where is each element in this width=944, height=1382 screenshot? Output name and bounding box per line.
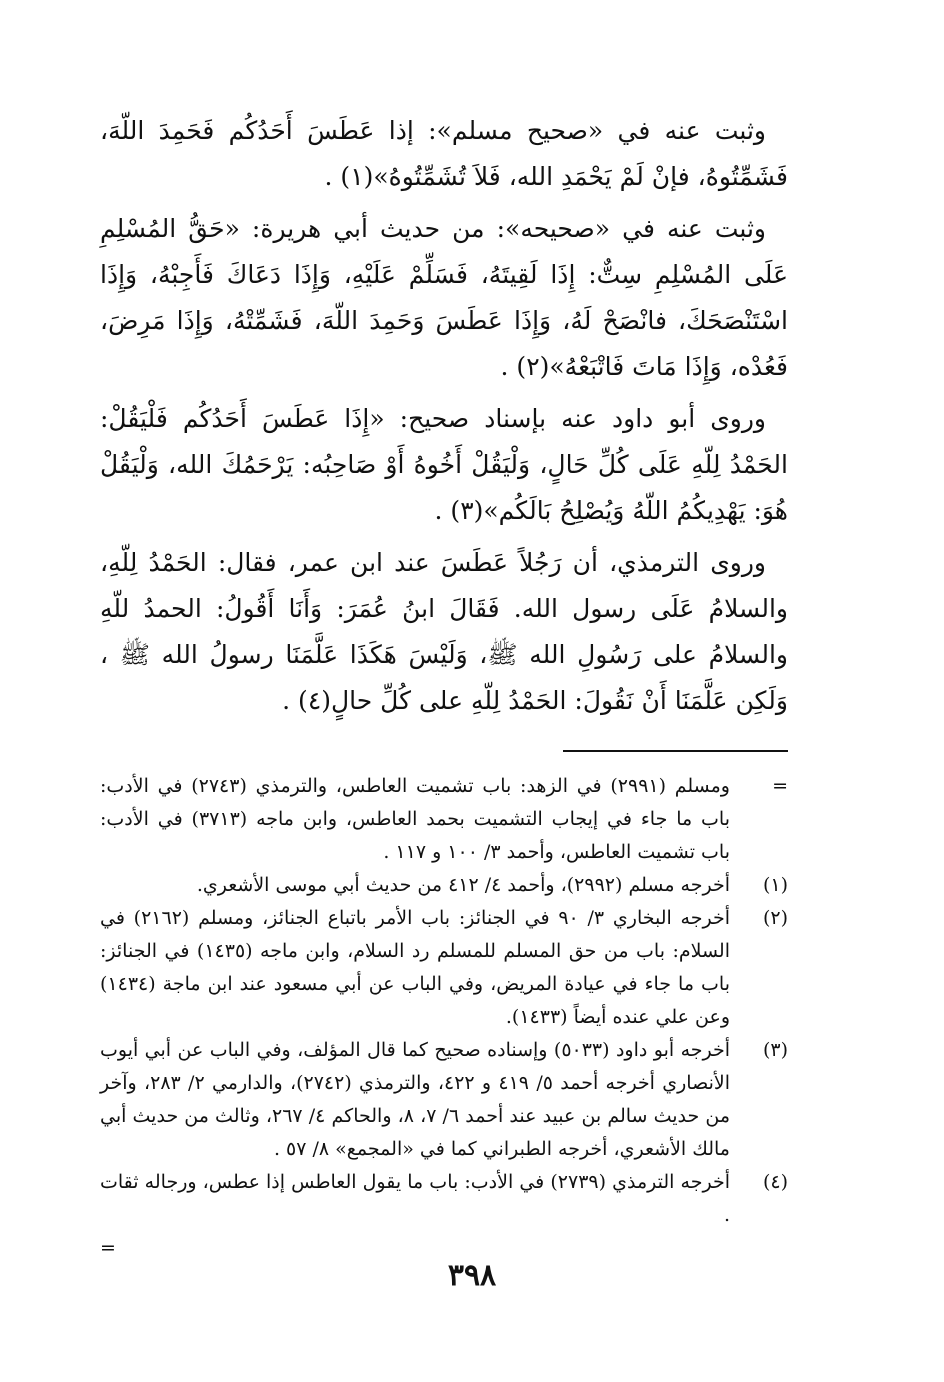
footnote-continuation-text: ومسلم (٢٩٩١) في الزهد: باب تشميت العاطس، والترمذي (٢٧٤٣) في الأدب: باب ما جاء في إيجاب التشميت بحمد العاطس، وابن ماجه (٣٧١٣) في الأدب: باب تشميت العاطس، وأحمد ٣/ ١٠٠ و ١١٧ .	[100, 775, 731, 863]
continuation-marker: =	[772, 775, 788, 797]
footnote-text: أخرجه مسلم (٢٩٩٢)، وأحمد ٤/ ٤١٢ من حديث أبي موسى الأشعري.	[196, 874, 730, 896]
paragraph-2: وثبت عنه في «صحيحه»: من حديث أبي هريرة: «حَقُّ المُسْلِمِ عَلَى المُسْلِمِ سِتٌّ: إِذَا لَقِيتَهُ، فَسَلِّمْ عَلَيْهِ، وَإِذَا دَعَاكَ فَأَجِبْهُ، وَإِذَا اسْتَنْصَحَكَ، فانْصَحْ لَهُ، وَإِذَا عَطَسَ وَحَمِدَ اللّهَ، فَشَمِّتْهُ، وَإِذَا مَرِضَ، فَعُدْه، وَإِذَا مَاتَ فَاتْبَعْهُ»(٢) .	[100, 214, 788, 381]
footnotes	[100, 770, 788, 1265]
footnote-marker: (٢)	[762, 907, 788, 929]
footnote-marker: (١)	[762, 874, 788, 896]
footnote-text: أخرجه البخاري ٣/ ٩٠ في الجنائز: باب الأمر باتباع الجنائز، ومسلم (٢١٦٢) في السلام: باب من حق المسلم للمسلم رد السلام، وابن ماجه (١٤٣٥) في الجنائز: باب ما جاء في عيادة المريض، وفي الباب عن أبي مسعود عند ابن ماجة (١٤٣٤) وعن علي عنده أيضاً (١٤٣٣).	[100, 907, 731, 1028]
footnote-text: أخرجه أبو داود (٥٠٣٣) وإسناده صحيح كما قال المؤلف، وفي الباب عن أبي أيوب الأنصاري أخرجه أحمد ٥/ ٤١٩ و ٤٢٢، والترمذي (٢٧٤٢)، والدارمي ٢/ ٢٨٣، وآخر من حديث سالم بن عبيد عند أحمد ٦/ ٧، ٨، والحاكم ٤/ ٢٦٧، وثالث من حديث أبي مالك الأشعري، أخرجه الطبراني كما في «المجمع» ٨/ ٥٧ .	[100, 1039, 731, 1160]
footnote-4	[100, 1166, 788, 1232]
footnote-2	[100, 902, 788, 1034]
footnote-text: أخرجه الترمذي (٢٧٣٩) في الأدب: باب ما يقول العاطس إذا عطس، ورجاله ثقات .	[100, 1171, 730, 1226]
footnote-separator	[563, 750, 788, 752]
footnote-1	[100, 869, 788, 902]
paragraph-1: وثبت عنه في «صحيح مسلم»: إذا عَطَسَ أَحَدُكُم فَحَمِدَ اللّهَ، فَشَمِّتُوهُ، فإنْ لَمْ يَحْمَدِ الله، فَلاَ تُشَمِّتُوهُ»(١) .	[100, 116, 788, 191]
page-body	[100, 108, 788, 1265]
footnote-3	[100, 1034, 788, 1166]
footnote-marker: (٤)	[762, 1171, 788, 1193]
footnote-marker: (٣)	[762, 1039, 788, 1061]
end-continuation-marker: =	[100, 1237, 116, 1259]
paragraph-3: وروى أبو داود عنه بإسناد صحيح: «إِذَا عَطَسَ أَحَدُكُم فَلْيَقُلْ: الحَمْدُ لِلّهِ عَلَى كُلِّ حَالٍ، وَلْيَقُلْ أَخُوهُ أَوْ صَاحِبُه: يَرْحَمُكَ الله، وَلْيَقُلْ هُوَ: يَهْدِيكُمُ اللّهُ وَيُصْلِحُ بَالَكُم»(٣) .	[100, 404, 788, 525]
footnote-continuation	[100, 770, 788, 869]
page-number: ٣٩٨	[447, 1258, 497, 1293]
paragraph-4: وروى الترمذي، أن رَجُلاً عَطَسَ عند ابن عمر، فقال: الحَمْدُ لِلّهِ، والسلامُ عَلَى رسول الله. فَقَالَ ابنُ عُمَرَ: وَأَنَا أَقُولُ: الحمدُ للّهِ والسلامُ على رَسُولِ الله ﷺ، وَلَيْسَ هَكَذَا عَلَّمَنَا رسولُ الله ﷺ ، وَلَكِن عَلَّمَنَا أَنْ نَقُولَ: الحَمْدُ لِلّهِ على كُلِّ حالٍ(٤) .	[100, 548, 788, 715]
